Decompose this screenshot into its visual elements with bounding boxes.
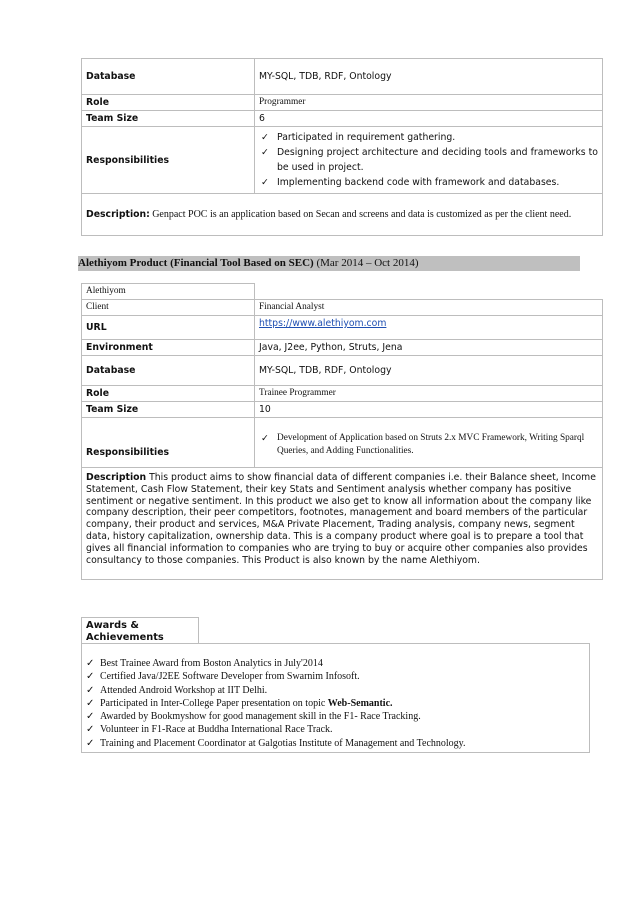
responsibility-text: Implementing backend code with framework and databases. <box>277 177 560 188</box>
row-url <box>82 316 603 340</box>
role-label: Role <box>82 386 255 402</box>
team-size-value: 10 <box>255 402 603 418</box>
team-size-value: 6 <box>255 111 603 127</box>
award-text: Training and Placement Coordinator at Galgotias Institute of Management and Technology. <box>100 737 466 749</box>
list-item <box>86 657 585 670</box>
url-value <box>255 316 603 340</box>
project1-table <box>81 58 603 236</box>
description-label: Description: <box>86 208 150 220</box>
list-item <box>86 697 585 710</box>
project2-table <box>81 283 603 580</box>
check-icon: ✓ <box>86 658 95 669</box>
row-role <box>82 95 603 111</box>
list-item <box>86 737 585 750</box>
row-name <box>82 284 603 300</box>
url-label: URL <box>82 316 255 340</box>
award-text: Certified Java/J2EE Software Developer from Swarnim Infosoft. <box>100 671 360 683</box>
database-label: Database <box>82 59 255 95</box>
row-description <box>82 468 603 580</box>
responsibilities-cell <box>255 127 603 194</box>
responsibilities-list <box>259 130 598 190</box>
list-item <box>259 130 598 145</box>
empty-cell <box>255 284 603 300</box>
awards-title-line1: Awards & <box>86 620 139 631</box>
check-icon: ✓ <box>261 177 269 188</box>
role-value: Trainee Programmer <box>255 386 603 402</box>
role-value: Programmer <box>255 95 603 111</box>
database-value: MY-SQL, TDB, RDF, Ontology <box>255 356 603 386</box>
list-item <box>259 145 598 175</box>
row-database <box>82 59 603 95</box>
row-responsibilities <box>82 418 603 468</box>
responsibilities-label: Responsibilities <box>82 127 255 194</box>
check-icon: ✓ <box>86 684 95 696</box>
awards-title <box>81 617 199 644</box>
award-text: Participated in Inter-College Paper presentation on topic <box>100 697 328 709</box>
row-role <box>82 386 603 402</box>
list-item <box>86 723 585 736</box>
row-description <box>82 194 603 236</box>
client-value: Financial Analyst <box>255 300 603 316</box>
section-title: Alethiyom Product (Financial Tool Based on SEC) <box>78 257 314 269</box>
team-size-label: Team Size <box>82 402 255 418</box>
check-icon: ✓ <box>86 737 95 749</box>
row-client <box>82 300 603 316</box>
list-item <box>86 684 585 697</box>
check-icon: ✓ <box>261 147 269 158</box>
list-item <box>259 175 598 190</box>
description-label: Description <box>86 472 147 483</box>
check-icon: ✓ <box>261 132 269 143</box>
responsibilities-list <box>259 432 598 458</box>
database-value <box>255 59 603 95</box>
row-team-size <box>82 111 603 127</box>
project-name: Alethiyom <box>82 284 255 300</box>
database-text: MY-SQL, TDB, RDF, Ontology <box>259 70 392 82</box>
team-size-label: Team Size <box>82 111 255 127</box>
responsibility-text: Designing project architecture and deciding tools and frameworks to be used in project. <box>277 147 598 173</box>
description-text: Genpact POC is an application based on Secan and screens and data is customized as per the client need. <box>152 208 572 220</box>
award-text: Volunteer in F1-Race at Buddha International Race Track. <box>100 724 333 736</box>
check-icon: ✓ <box>86 724 95 736</box>
section-dates: (Mar 2014 – Oct 2014) <box>316 257 419 269</box>
description-cell <box>82 468 603 580</box>
award-text: Best Trainee Award from Boston Analytics in July'2014 <box>100 658 323 669</box>
row-environment <box>82 340 603 356</box>
check-icon: ✓ <box>86 711 95 723</box>
award-text: Awarded by Bookmyshow for good management skill in the F1- Race Tracking. <box>100 711 421 723</box>
award-text: Attended Android Workshop at IIT Delhi. <box>100 684 268 696</box>
role-label: Role <box>82 95 255 111</box>
environment-value: Java, J2ee, Python, Struts, Jena <box>255 340 603 356</box>
list-item <box>86 670 585 683</box>
awards-title-line2: Achievements <box>86 632 164 643</box>
description-text: This product aims to show financial data of different companies i.e. their Balance sheet, Income Statement, Cash Flow Statement, their key Stats and Sentiment analysis whether company has positive sentiment or negative sentiment. In this product we also get to know all information about the company like company description, their peer competitors, footnotes, management and board members of the particular company, their product and services, M&A Private Placement, Trading analysis, company news, segment data, history capitalization, ownership data. This is a company product where goal is to prepare a tool that gives all financial information to companies who are trying to buy or acquire other companies also provides consultancy to those companies. This Product is also known by the name Alethiyom. <box>86 472 596 566</box>
environment-label: Environment <box>82 340 255 356</box>
check-icon: ✓ <box>86 671 95 683</box>
row-database <box>82 356 603 386</box>
responsibilities-cell <box>255 418 603 468</box>
list-item <box>86 710 585 723</box>
responsibility-text: Development of Application based on Struts 2.x MVC Framework, Writing Sparql Queries, and Adding Functionalities. <box>277 433 585 456</box>
responsibility-text: Participated in requirement gathering. <box>277 132 456 143</box>
list-item <box>259 432 598 458</box>
client-label: Client <box>82 300 255 316</box>
awards-list <box>86 657 585 750</box>
description-cell <box>82 194 603 236</box>
check-icon: ✓ <box>86 697 95 709</box>
awards-box <box>81 643 590 753</box>
responsibilities-label: Responsibilities <box>82 418 255 468</box>
section-header <box>78 256 580 271</box>
check-icon: ✓ <box>261 433 269 444</box>
award-bold-text: Web-Semantic. <box>327 697 393 709</box>
database-label: Database <box>82 356 255 386</box>
row-team-size <box>82 402 603 418</box>
row-responsibilities <box>82 127 603 194</box>
url-link[interactable]: https://www.alethiyom.com <box>259 318 387 329</box>
